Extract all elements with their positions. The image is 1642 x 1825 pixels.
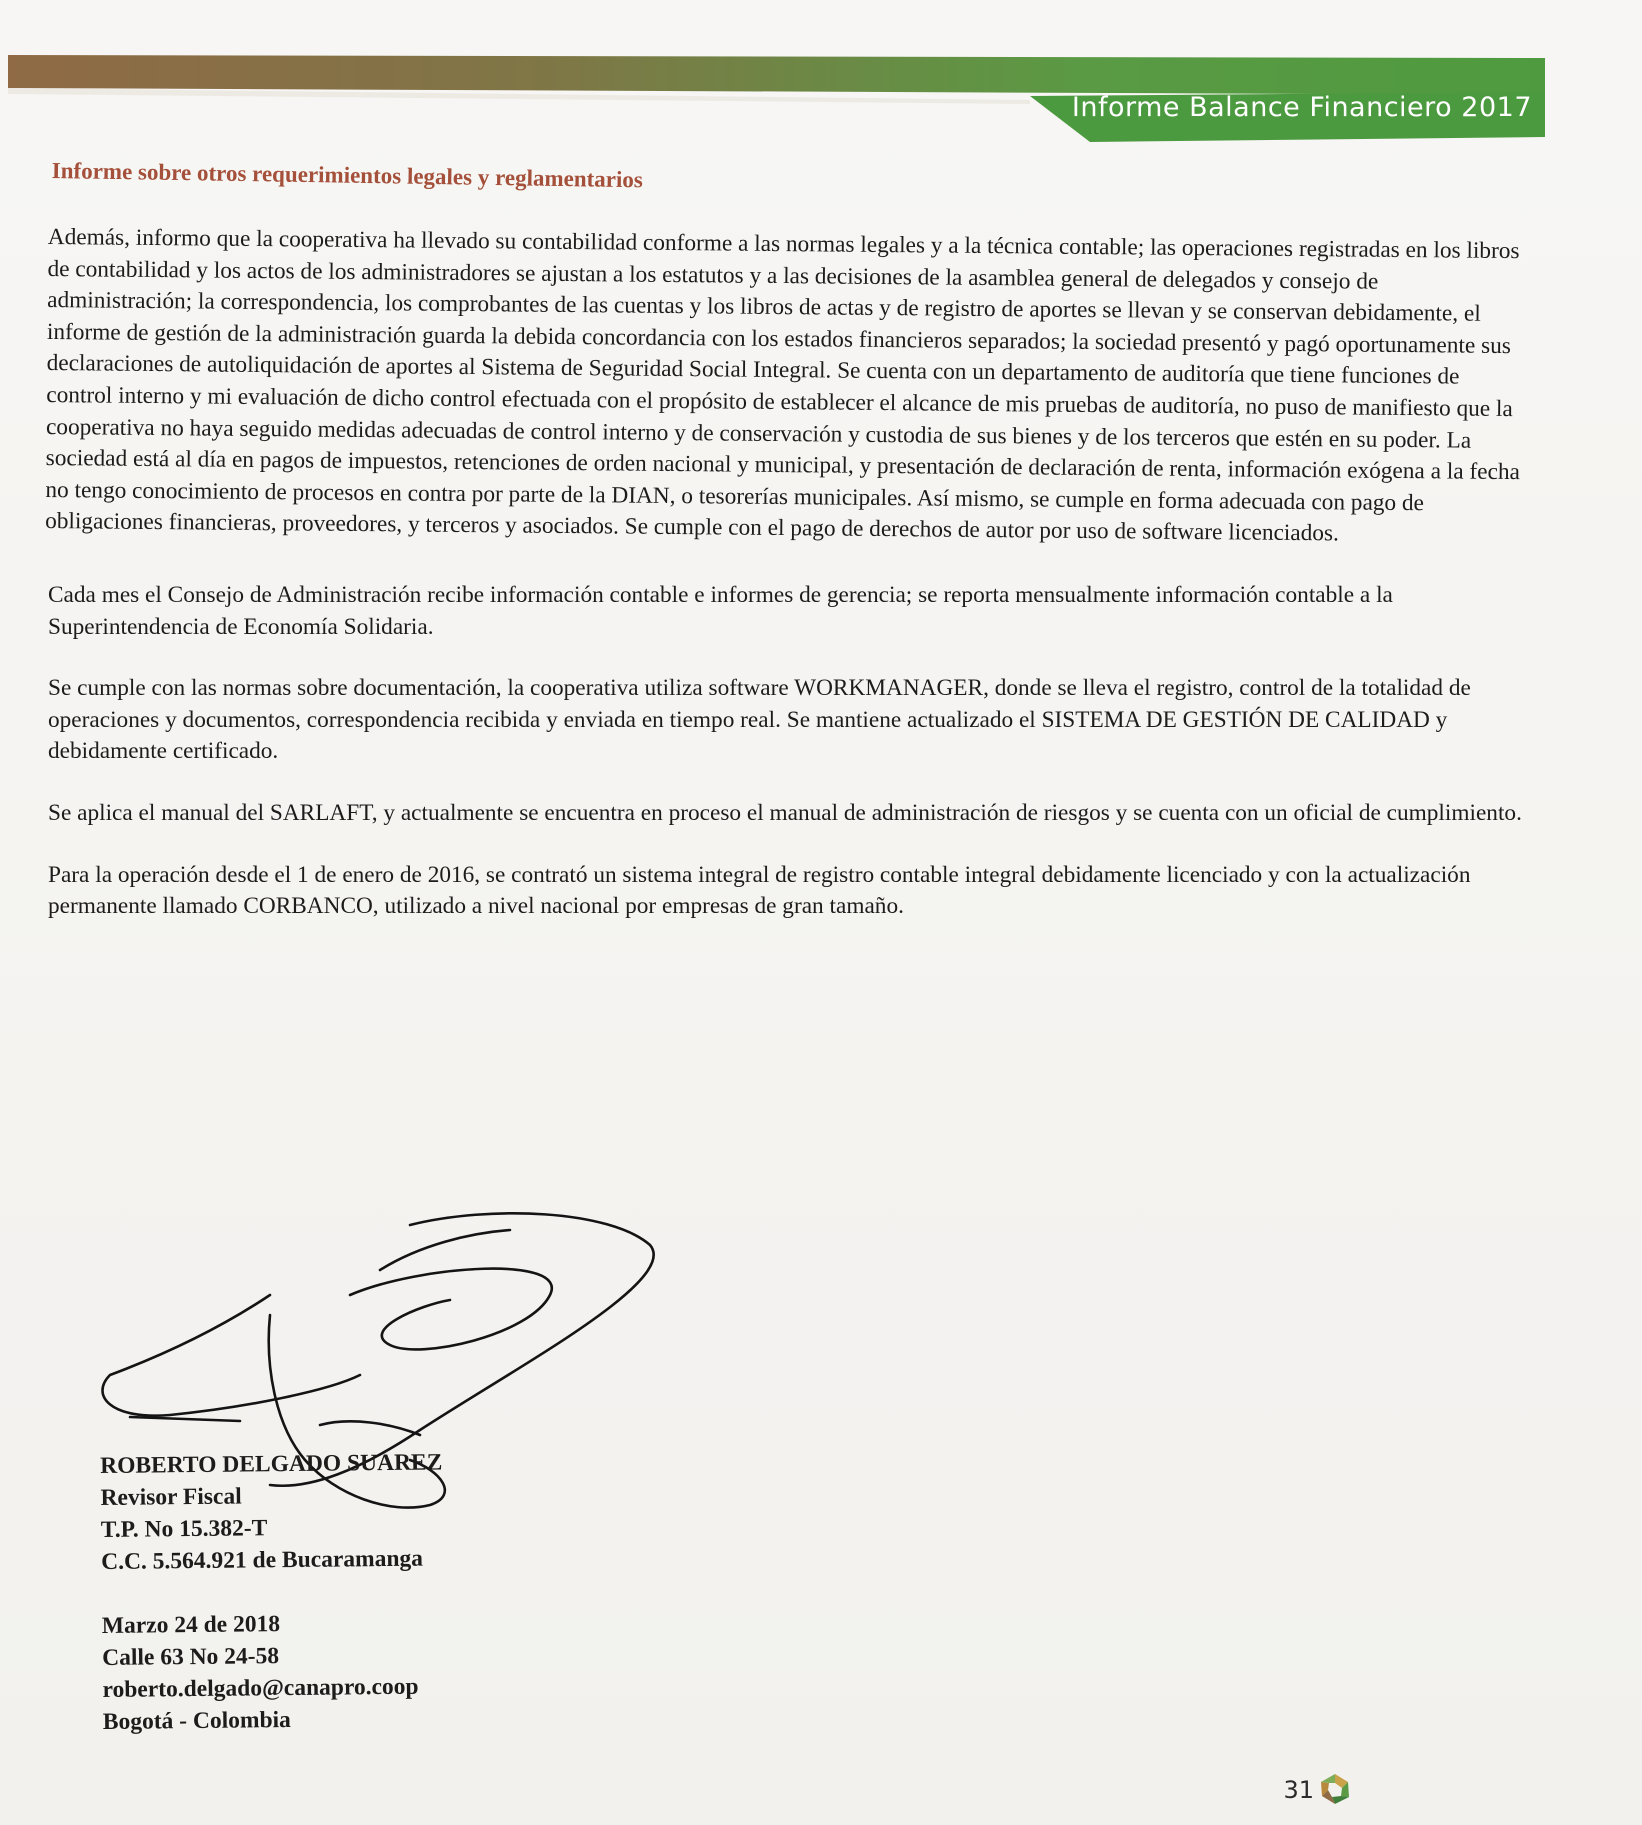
paragraph-corbanco: Para la operación desde el 1 de enero de 2016, se contrató un sistema integral de registro contable integral debidamente licenciado y con la actualización permanente llamado CORBANCO, utilizado a nivel nacional por empresas de gran tamaño. (48, 861, 1471, 920)
signatory-tp: T.P. No 15.382-T (100, 1515, 268, 1543)
signatory-name: ROBERTO DELGADO SUÁREZ (100, 1449, 443, 1479)
paragraph-sarlaft: Se aplica el manual del SARLAFT, y actualmente se encuentra en proceso el manual de administración de riesgos y se cuenta con un oficial de cumplimiento. (48, 799, 1522, 826)
header-band (0, 0, 1642, 150)
paragraph-legal-compliance: Además, informo que la cooperativa ha llevado su contabilidad conforme a las normas legales y a la técnica contable; las operaciones registradas en los libros de contabilidad y los actos de los administradores se ajustan a los estatutos y a las decisiones de la asamblea general de delegados y consejo de administración; la correspondencia, los comprobantes de las cuentas y los libros de actas y de registro de aportes se llevan y se conservan debidamente, el informe de gestión de la administración guarda la debida concordancia con los estados financieros separados; la sociedad presentó y pagó oportunamente sus declaraciones de autoliquidación de aportes al Sistema de Seguridad Social Integral. Se cuenta con un departamento de auditoría que tiene funciones de control interno y mi evaluación de dicho control efectuada con el propósito de establecer el alcance de mis pruebas de auditoría, no puso de manifiesto que la cooperativa no haya seguido medidas adecuadas de control interno y de conservación y custodia de sus bienes y de los terceros que estén en su poder. La sociedad está al día en pagos de impuestos, retenciones de orden nacional y municipal, y presentación de declaración de renta, información exógena a la fecha no tengo conocimiento de procesos en contra por parte de la DIAN, o tesorerías municipales. Así mismo, se cumple en forma adecuada con pago de obligaciones financieras, proveedores, y terceros y asociados. Se cumple con el pago de derechos de autor por uso de software licenciados. (45, 223, 1521, 547)
body-text (45, 222, 1528, 953)
signatory-address: Calle 63 No 24-58 (102, 1643, 280, 1671)
paragraph-documentation: Se cumple con las normas sobre documentación, la cooperativa utiliza software WORKMANAGER, donde se lleva el registro, control de la totalidad de operaciones y documentos, correspondencia recibida y enviada en tiempo real. Se mantiene actualizado el SISTEMA DE GESTIÓN DE CALIDAD y debidamente certificado. (48, 675, 1471, 765)
section-title: Informe sobre otros requerimientos legales y reglamentarios (51, 158, 644, 193)
header-title: Informe Balance Financiero 2017 (1071, 92, 1532, 123)
signatory-date: Marzo 24 de 2018 (101, 1611, 281, 1639)
page-number: 31 (1283, 1776, 1314, 1804)
signatory-block (100, 1446, 445, 1738)
signatory-role: Revisor Fiscal (100, 1483, 242, 1511)
signatory-cc: C.C. 5.564.921 de Bucaramanga (101, 1545, 424, 1575)
signatory-city: Bogotá - Colombia (102, 1707, 291, 1735)
cooperative-logo-icon (1318, 1772, 1352, 1806)
signatory-email: roberto.delgado@canapro.coop (102, 1673, 419, 1703)
paragraph-monthly-reporting: Cada mes el Consejo de Administración recibe información contable e informes de gerencia; se reporta mensualmente información contable a la Superintendencia de Economía Solidaria. (48, 581, 1393, 640)
